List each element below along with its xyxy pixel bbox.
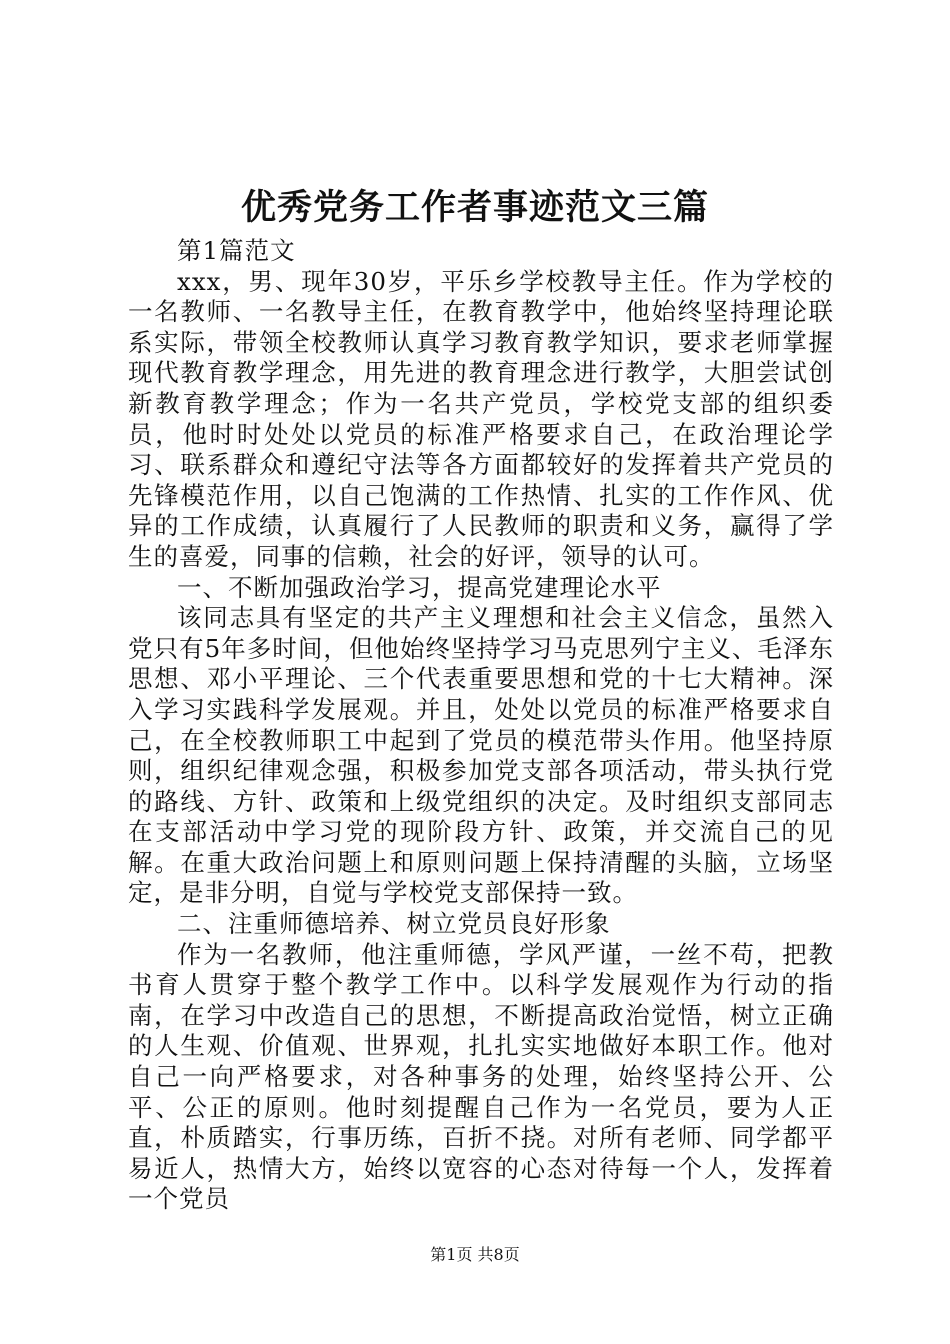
page-number-footer: 第1页 共8页 [430, 1245, 520, 1264]
body-paragraph: 该同志具有坚定的共产主义理想和社会主义信念，虽然入党只有5年多时间，但他始终坚持学习马克思列宁主义、毛泽东思想、邓小平理论、三个代表重要思想和党的十七大精神。深入学习实践科学发展观。并且，处处以党员的标准严格要求自己，在全校教师职工中起到了党员的模范带头作用。他坚持原则，组织纪律观念强，积极参加党支部各项活动，带头执行党的路线、方针、政策和上级党组织的决定。及时组织支部同志在支部活动中学习党的现阶段方针、政策，并交流自己的见解。在重大政治问题上和原则问题上保持清醒的头脑，立场坚定，是非分明，自觉与学校党支部保持一致。 [128, 603, 834, 908]
section-heading: 一、不断加强政治学习，提高党建理论水平 [177, 572, 662, 602]
section-label: 第1篇范文 [177, 236, 296, 265]
section-heading: 二、注重师德培养、树立党员良好形象 [177, 909, 611, 939]
body-paragraph: 作为一名教师，他注重师德，学风严谨，一丝不苟，把教书育人贯穿于整个教学工作中。以科学发展观作为行动的指南，在学习中改造自己的思想，不断提高政治觉悟，树立正确的人生观、价值观、世界观，扎扎实实地做好本职工作。他对自己一向严格要求，对各种事务的处理，始终坚持公开、公平、公正的原则。他时刻提醒自己作为一名党员，要为人正直，朴质踏实，行事历练，百折不挠。对所有老师、同学都平易近人，热情大方，始终以宽容的心态对待每一个人，发挥着一个党员 [128, 939, 834, 1214]
body-paragraph: xxx，男、现年30岁，平乐乡学校教导主任。作为学校的一名教师、一名教导主任，在教育教学中，他始终坚持理论联系实际，带领全校教师认真学习教育教学知识，要求老师掌握现代教育教学理念，用先进的教育理念进行教学，大胆尝试创新教育教学理念；作为一名共产党员，学校党支部的组织委员，他时时处处以党员的标准严格要求自己，在政治理论学习、联系群众和遵纪守法等各方面都较好的发挥着共产党员的先锋模范作用，以自己饱满的工作热情、扎实的工作作风、优异的工作成绩，认真履行了人民教师的职责和义务，赢得了学生的喜爱，同事的信赖，社会的好评，领导的认可。 [128, 266, 834, 571]
document-title: 优秀党务工作者事迹范文三篇 [240, 187, 709, 228]
document-body [128, 236, 834, 1215]
